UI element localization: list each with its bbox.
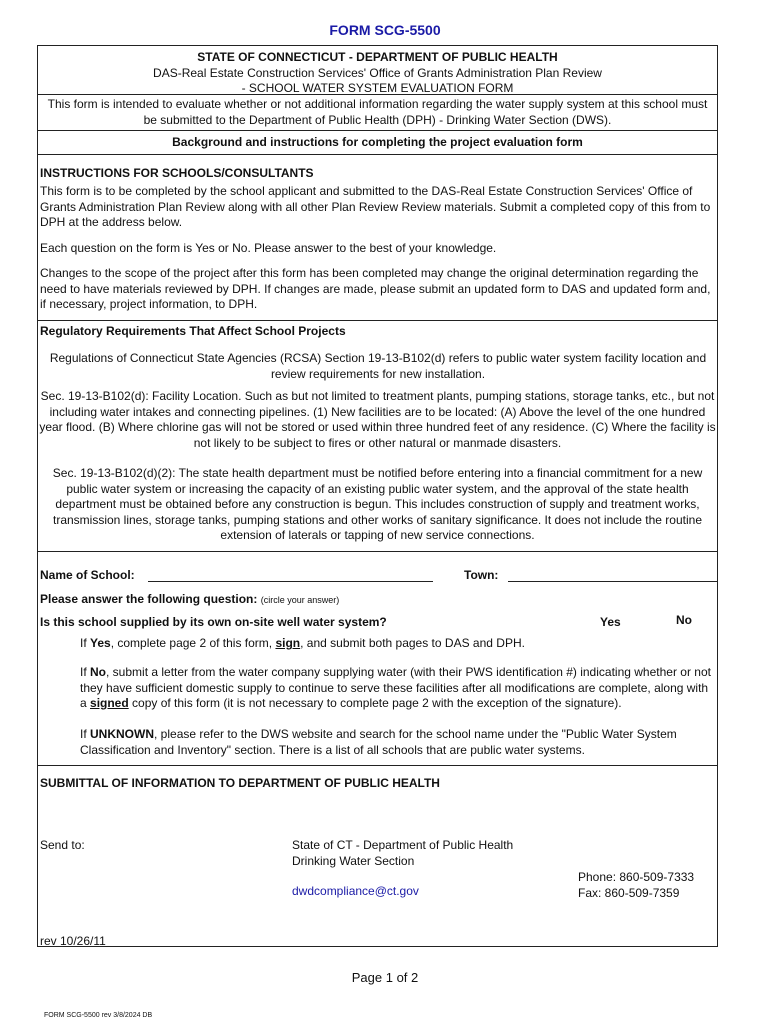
if-no-instructions xyxy=(80,665,716,712)
question-heading-line xyxy=(40,592,339,609)
form-name-line: - SCHOOL WATER SYSTEM EVALUATION FORM xyxy=(241,81,514,95)
if-no-post: copy of this form (it is not necessary to complete page 2 with the exception of the signature). xyxy=(128,696,622,710)
revision-label: rev 10/26/11 xyxy=(40,934,106,948)
if-yes-key: Yes xyxy=(90,636,111,650)
instructions-p3 xyxy=(40,266,716,313)
divider xyxy=(37,320,718,321)
if-yes-end: and DPH. xyxy=(469,636,525,650)
town-label: Town: xyxy=(464,568,499,582)
if-no-key: No xyxy=(90,665,107,679)
regulatory-heading: Regulatory Requirements That Affect School Projects xyxy=(40,324,346,338)
town-field[interactable] xyxy=(512,566,712,582)
phone-number: Phone: 860-509-7333 xyxy=(578,870,695,884)
submittal-heading: SUBMITTAL OF INFORMATION TO DEPARTMENT OF PUBLIC HEALTH xyxy=(40,776,440,790)
divider xyxy=(37,94,718,95)
address-line-2: Drinking Water Section xyxy=(292,854,415,868)
regulatory-p3: Sec. 19-13-B102(d)(2): The state health department must be notified before entering into a financial commitment for a new public water system or increasing the capacity of an existing public water system, and the approval of the state health department must be obtained before any construction is begun. This includes construction of supply and treatment works, transmission lines, storage tanks, pumping stations and other works of sanitary significance. It does not include the routine extension of laterals or tapping of new service connections. xyxy=(52,466,703,542)
footer-form-code: FORM SCG-5500 rev 3/8/2024 DB xyxy=(44,1012,153,1019)
send-to-label: Send to: xyxy=(40,838,85,852)
regulatory-p2: Sec. 19-13-B102(d): Facility Location. Such as but not limited to treatment plants, pumping stations, storage tanks, etc., but not including water intakes and connecting pipelines. (1) New facilities are to be located: (A) Above the level of the one hundred year flood. (B) Where chlorine gas will not be stored or used within three hundred feet of any residence. (C) Where the facility is not likely to be subject to fires or other natural or manmade disasters. xyxy=(39,389,716,450)
question-note: (circle your answer) xyxy=(260,595,340,605)
if-yes-post: , and submit both pages to xyxy=(300,636,445,650)
if-unknown-post: , please refer to the DWS website and search for the school name under the "Public Water System Classification and Inventory" section. There is a list of all schools that are public water systems. xyxy=(80,727,677,757)
town-underline xyxy=(508,581,718,582)
form-header xyxy=(37,50,718,97)
if-no-mid: , submit a letter from the water company supplying water (with their PWS identification #) indicating whether or not they have sufficient domestic supply to continue to serve these facilities after all modifications are complete, along with a xyxy=(80,665,711,710)
school-name-field[interactable] xyxy=(150,566,430,582)
intro-text: This form is intended to evaluate whether or not additional information regarding the water supply system at this school must be submitted to the Department of Public Health (DPH) - Drinking Water Section (DWS). xyxy=(47,97,708,127)
instructions-p1: This form is to be completed by the school applicant and submitted to the DAS-Real Estate Construction Services' Office of Grants Administration Plan Review along with all other Plan Review Review materials. Submit a completed copy of this from to DPH at the address below. xyxy=(40,184,711,229)
if-unknown-instructions xyxy=(80,727,716,758)
if-no-pre: If xyxy=(80,665,91,679)
address-line-1: State of CT - Department of Public Health xyxy=(292,838,514,852)
regulatory-p1: Regulations of Connecticut State Agencies (RCSA) Section 19-13-B102(d) refers to public water system facility location and review requirements for new installation. xyxy=(49,351,707,381)
fax-number: Fax: 860-509-7359 xyxy=(578,886,680,900)
page-number: Page 1 of 2 xyxy=(351,970,419,985)
signed-emphasis: signed xyxy=(90,696,129,710)
email-link[interactable]: dwdcompliance@ct.gov xyxy=(292,884,419,898)
sign-emphasis: sign xyxy=(275,636,301,650)
well-question: Is this school supplied by its own on-site well water system? xyxy=(40,615,387,629)
office-line: DAS-Real Estate Construction Services' Office of Grants Administration Plan Review xyxy=(153,65,602,80)
if-yes-pre: If xyxy=(80,636,91,650)
agency-heading: STATE OF CONNECTICUT - DEPARTMENT OF PUBLIC HEALTH xyxy=(197,50,558,64)
instructions-p3-text-end: and updated form and, if necessary, project information, to DPH. xyxy=(40,281,711,311)
divider xyxy=(37,551,718,552)
instructions-p3-text: Changes to the scope of the project after this form has been completed may change the original determination regarding the need to have materials reviewed by DPH. If changes are made, please submit an updated form to xyxy=(40,266,699,296)
question-heading: Please answer the following question: xyxy=(40,592,258,606)
divider xyxy=(37,130,718,131)
if-yes-instructions xyxy=(80,636,716,652)
answer-yes[interactable]: Yes xyxy=(600,615,621,629)
das-ref: DAS xyxy=(561,281,587,296)
school-name-label: Name of School: xyxy=(40,568,135,582)
divider xyxy=(37,765,718,766)
answer-no[interactable]: No xyxy=(676,613,692,627)
instructions-heading: INSTRUCTIONS FOR SCHOOLS/CONSULTANTS xyxy=(40,166,314,180)
divider xyxy=(37,154,718,155)
form-title: FORM SCG-5500 xyxy=(329,22,441,38)
if-yes-mid: , complete page 2 of this form, xyxy=(110,636,276,650)
instructions-p2: Each question on the form is Yes or No. Please answer to the best of your knowledge. xyxy=(40,241,497,255)
background-heading: Background and instructions for completing the project evaluation form xyxy=(172,135,583,149)
if-unknown-pre: If xyxy=(80,727,91,741)
school-name-underline xyxy=(148,581,433,582)
if-unknown-key: UNKNOWN xyxy=(90,727,155,741)
das-ref: DAS xyxy=(444,636,470,650)
